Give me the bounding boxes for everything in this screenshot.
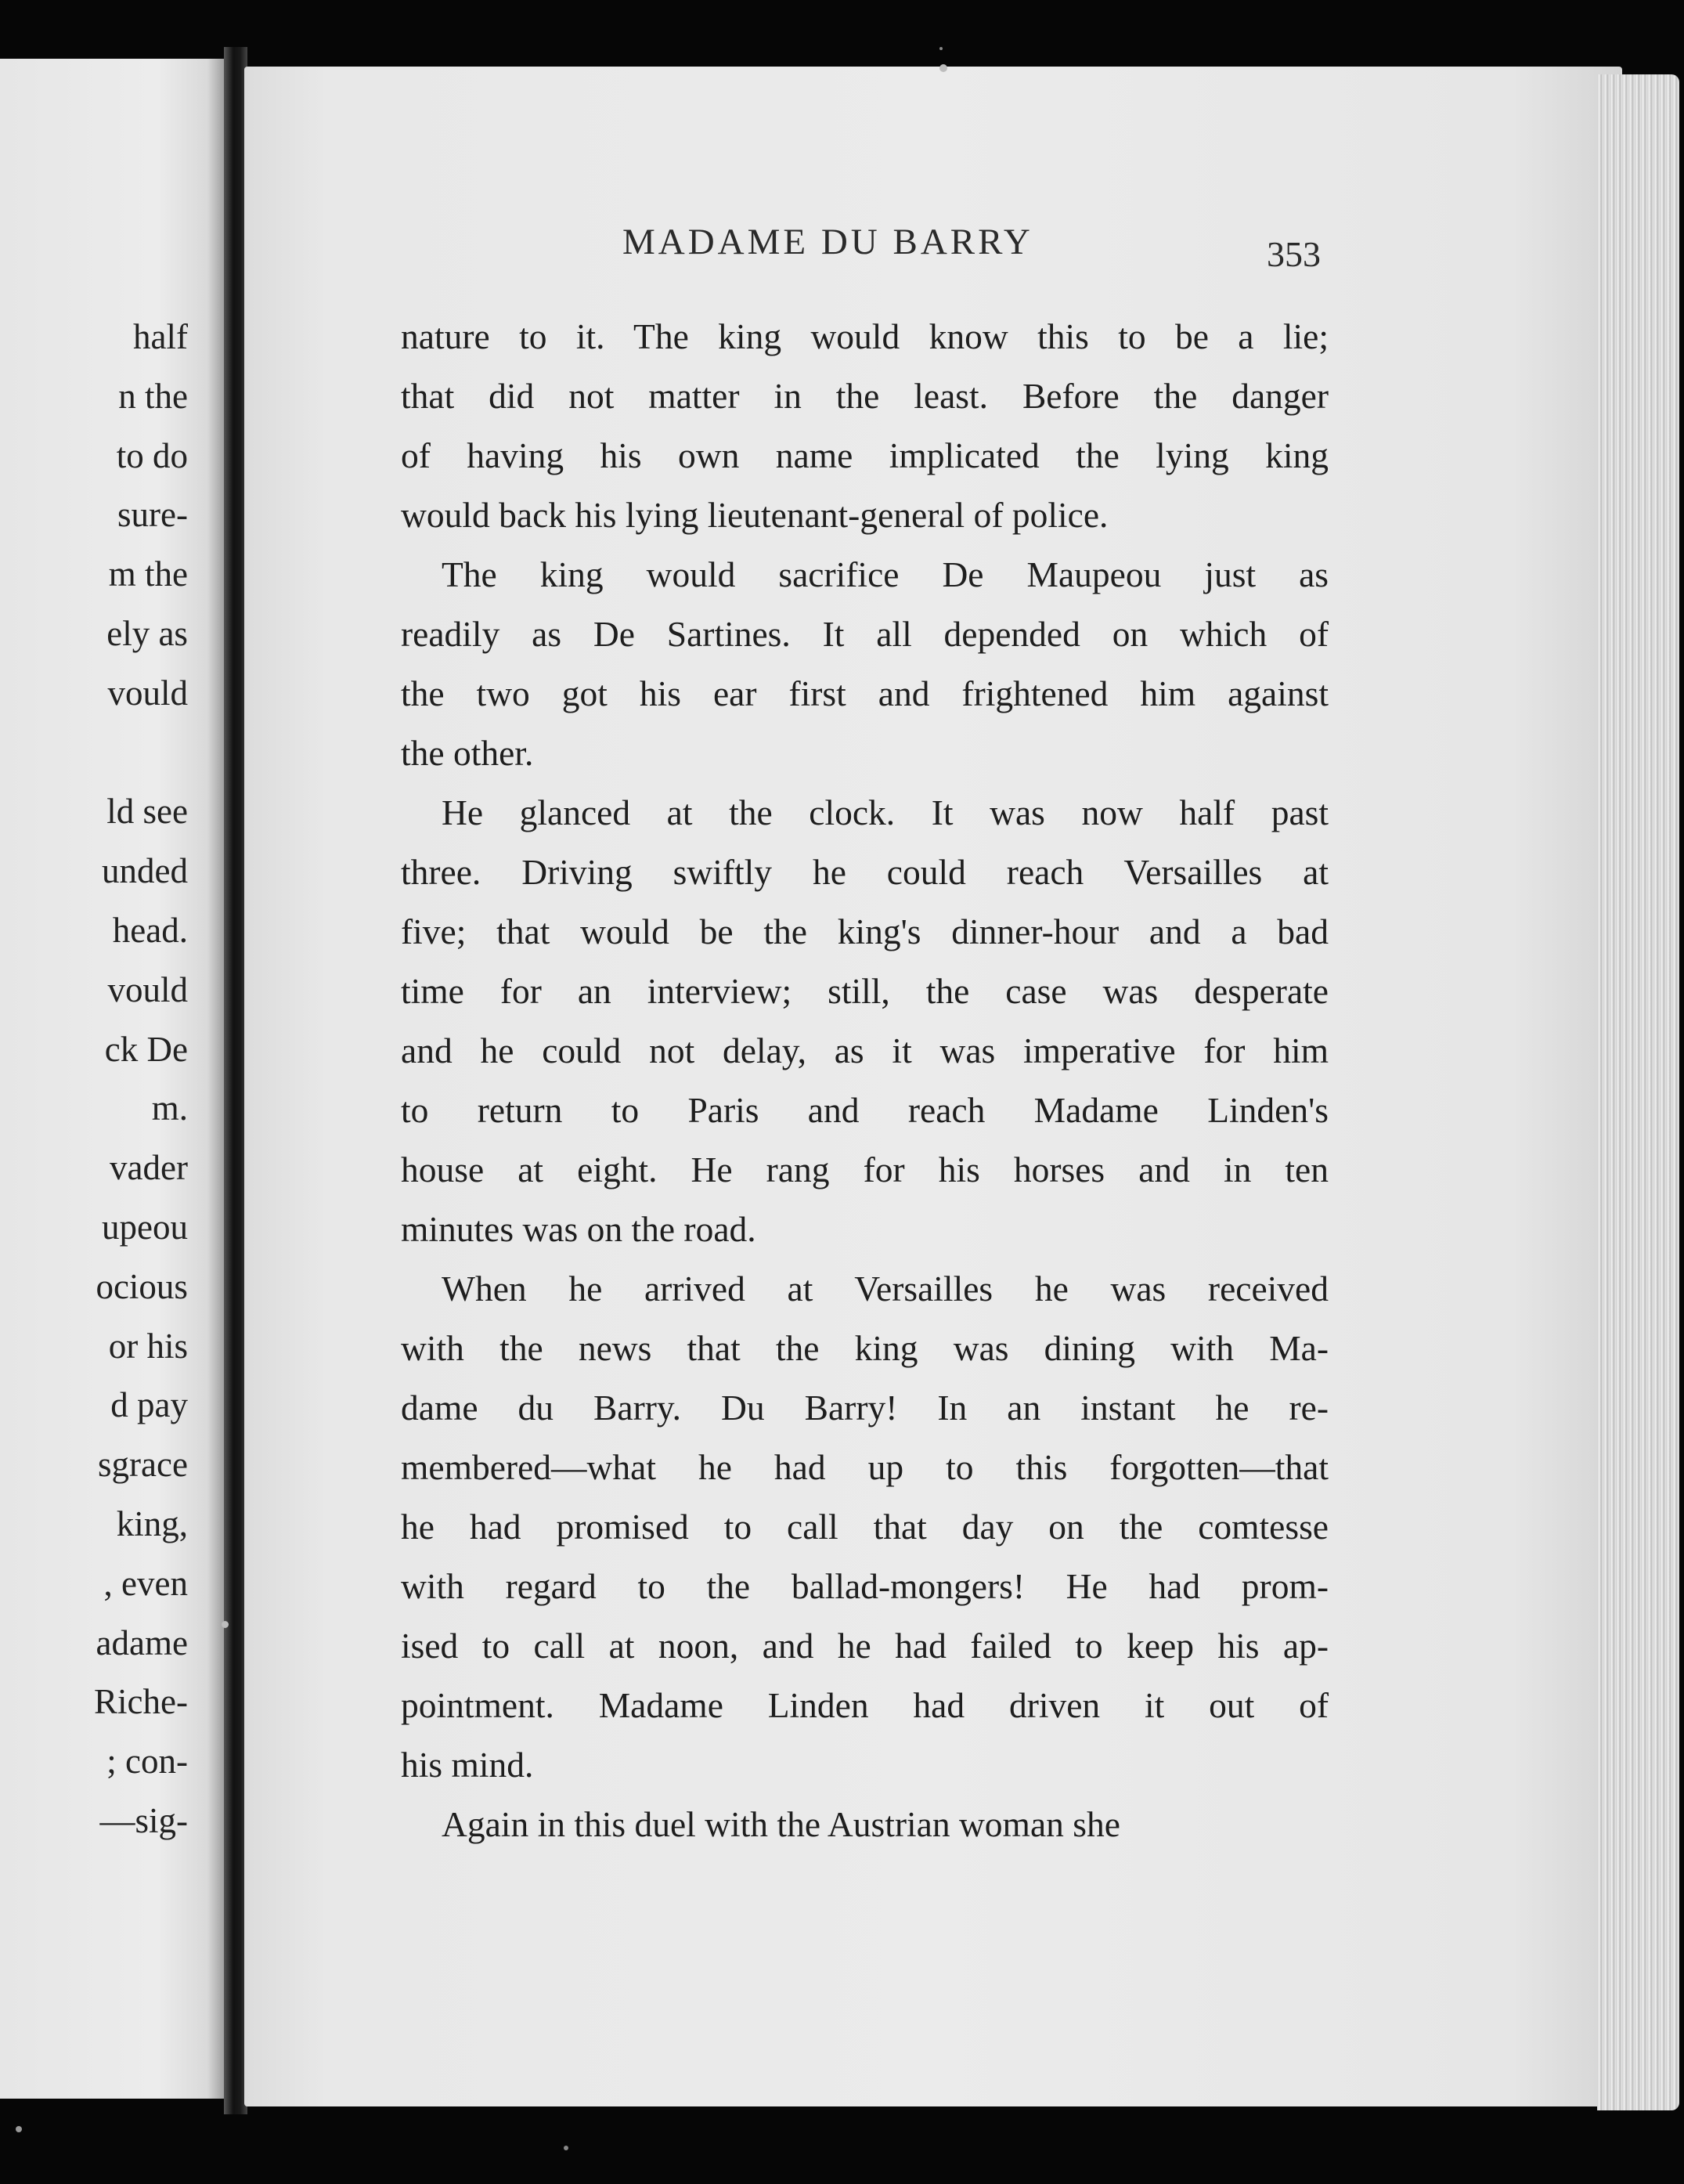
- left-line: vould: [107, 969, 188, 1009]
- left-line: sgrace: [98, 1445, 188, 1485]
- left-line: vader: [110, 1148, 188, 1188]
- left-line: or his: [108, 1326, 188, 1366]
- scan-speck: [16, 2126, 22, 2132]
- text-line: membered—what he had up to this forgotten—that: [401, 1447, 1329, 1487]
- left-line: king,: [116, 1504, 188, 1543]
- text-line: and he could not delay, as it was imperative for him: [401, 1031, 1329, 1070]
- page-number: 353: [1267, 234, 1321, 274]
- text-line: pointment. Madame Linden had driven it out of: [401, 1685, 1329, 1725]
- left-line: ld see: [106, 792, 188, 832]
- text-line: minutes was on the road.: [401, 1209, 756, 1249]
- text-line: Again in this duel with the Austrian woman she: [442, 1804, 1120, 1844]
- text-line: ised to call at noon, and he had failed to keep his ap-: [401, 1626, 1329, 1666]
- left-line: upeou: [101, 1207, 188, 1247]
- left-line: to do: [116, 435, 188, 475]
- left-line: adame: [96, 1623, 188, 1662]
- text-line: The king would sacrifice De Maupeou just as: [442, 554, 1329, 594]
- text-line: nature to it. The king would know this to be a lie;: [401, 316, 1329, 356]
- left-page: [0, 59, 225, 2099]
- scan-speck: [939, 64, 947, 72]
- text-line: He glanced at the clock. It was now half past: [442, 792, 1329, 832]
- text-line: three. Driving swiftly he could reach Versailles at: [401, 852, 1329, 892]
- left-line: half: [132, 317, 188, 356]
- left-line: d pay: [110, 1385, 188, 1425]
- running-head: MADAME DU BARRY: [622, 222, 1033, 262]
- scan-speck: [222, 1621, 229, 1628]
- scan-speck: [564, 2146, 568, 2150]
- left-line: ocious: [96, 1266, 188, 1306]
- text-line: the two got his ear first and frightened him against: [401, 673, 1329, 713]
- page-edges: [1597, 74, 1679, 2110]
- text-line: he had promised to call that day on the comtesse: [401, 1507, 1329, 1547]
- left-line: —sig-: [99, 1800, 188, 1840]
- left-line: n the: [118, 376, 188, 416]
- text-line: the other.: [401, 733, 534, 773]
- left-line: [94, 724, 188, 783]
- left-line: m the: [108, 554, 188, 594]
- left-line: , even: [103, 1563, 188, 1603]
- left-line: head.: [112, 910, 188, 950]
- left-line: ; con-: [106, 1742, 188, 1781]
- left-line: unded: [101, 851, 188, 891]
- text-line: five; that would be the king's dinner-hour and a bad: [401, 912, 1329, 951]
- left-line: sure-: [117, 495, 188, 535]
- left-line: vould: [107, 673, 188, 713]
- left-line: m.: [151, 1088, 188, 1128]
- text-line: house at eight. He rang for his horses and in ten: [401, 1150, 1329, 1189]
- left-page-text: [94, 308, 188, 1851]
- body-text: [401, 307, 1329, 1854]
- left-line: ely as: [106, 613, 188, 653]
- text-line: of having his own name implicated the lying king: [401, 435, 1329, 475]
- text-line: that did not matter in the least. Before the danger: [401, 376, 1329, 416]
- text-line: with the news that the king was dining with Ma-: [401, 1328, 1329, 1368]
- left-line: Riche-: [94, 1682, 188, 1722]
- text-line: to return to Paris and reach Madame Linden's: [401, 1090, 1329, 1130]
- text-line: with regard to the ballad-mongers! He had prom-: [401, 1566, 1329, 1606]
- text-line: When he arrived at Versailles he was received: [442, 1269, 1329, 1309]
- text-line: readily as De Sartines. It all depended on which of: [401, 614, 1329, 654]
- text-line: would back his lying lieutenant-general of police.: [401, 495, 1109, 535]
- text-line: his mind.: [401, 1745, 534, 1785]
- text-line: dame du Barry. Du Barry! In an instant he re-: [401, 1388, 1329, 1428]
- scan-speck: [939, 47, 943, 50]
- text-line: time for an interview; still, the case was desperate: [401, 971, 1329, 1011]
- left-line: ck De: [104, 1029, 188, 1069]
